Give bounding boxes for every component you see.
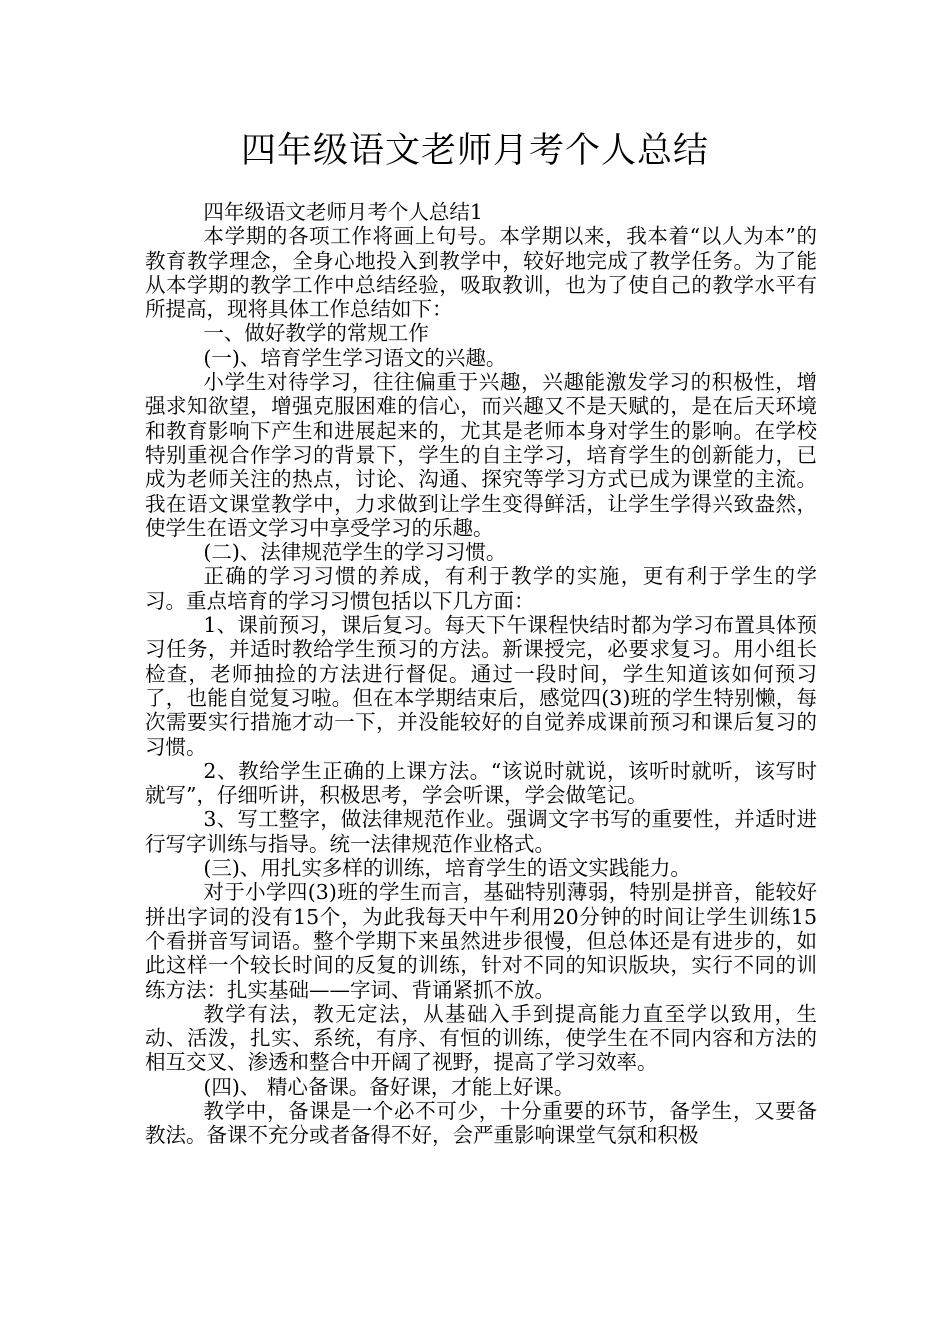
subsection-heading: (一)、培育学生学习语文的兴趣。 [203,345,507,370]
document-body [145,200,817,1148]
document-title: 四年级语文老师月考个人总结 [240,131,709,171]
list-item: 3、写工整字，做法律规范作业。强调文字书写的重要性，并适时进行写字训练与指导。统一法律规范作业格式。 [145,807,817,856]
paragraph-intro: 本学期的各项工作将画上句号。本学期以来，我本着“以人为本”的教育教学理念，全身心地投入到教学中，较好地完成了教学任务。为了能从本学期的教学工作中总结经验，吸取教训，也为了使自己的教学水平有所提高，现将具体工作总结如下： [145,224,817,322]
subsection-heading: (四)、 精心备课。备好课，才能上好课。 [203,1074,575,1099]
list-item: 2、教给学生正确的上课方法。“该说时就说，该听时就听，该写时就写”，仔细听讲，积极思考，学会听课，学会做笔记。 [145,758,817,808]
subsection-heading: (二)、法律规范学生的学习习惯。 [203,540,507,565]
subsection-heading: (三)、用扎实多样的训练，培育学生的语文实践能力。 [203,856,691,881]
paragraph: 小学生对待学习，往往偏重于兴趣，兴趣能激发学习的积极性，增强求知欲望，增强克服困难的信心，而兴趣又不是天赋的，是在后天环境和教育影响下产生和进展起来的，尤其是老师本身对学生的影响。在学校特别重视合作学习的背景下，学生的自主学习，培育学生的创新能力，已成为老师关注的热点，讨论、沟通、探究等学习方式已成为课堂的主流。我在语文课堂教学中，力求做到让学生变得鲜活，让学生学得兴致盎然，使学生在语文学习中享受学习的乐趣。 [145,370,817,540]
paragraph: 对于小学四(3)班的学生而言，基础特别薄弱，特别是拼音，能较好拼出字词的没有15个，为此我每天中午利用20分钟的时间让学生训练15个看拼音写词语。整个学期下来虽然进步很慢，但总体还是有进步的，如此这样一个较长时间的反复的训练，针对不同的知识版块，实行不同的训练方法：扎实基础——字词、背诵紧抓不放。 [145,880,817,1002]
paragraph: 教学中，备课是一个必不可少，十分重要的环节，备学生，又要备教法。备课不充分或者备得不好，会严重影响课堂气氛和积极 [145,1098,817,1148]
list-item: 1、课前预习，课后复习。每天下午课程快结时都为学习布置具体预习任务，并适时教给学生预习的方法。新课授完，必要求复习。用小组长检查，老师抽捡的方法进行督促。通过一段时间，学生知道该如何预习了，也能自觉复习啦。但在本学期结束后，感觉四(3)班的学生特别懒，每次需要实行措施才动一下，并没能较好的自觉养成课前预习和课后复习的习惯。 [145,613,817,759]
paragraph: 教学有法，教无定法，从基础入手到提高能力直至学以致用，生动、活泼，扎实、系统，有序、有恒的训练，使学生在不同内容和方法的相互交叉、渗透和整合中开阔了视野，提高了学习效率。 [145,1001,817,1075]
paragraph-subtitle: 四年级语文老师月考个人总结1 [203,200,483,224]
section-heading: 一、做好教学的常规工作 [203,321,429,346]
paragraph: 正确的学习习惯的养成，有利于教学的实施，更有利于学生的学习。重点培育的学习习惯包括以下几方面： [145,564,817,613]
